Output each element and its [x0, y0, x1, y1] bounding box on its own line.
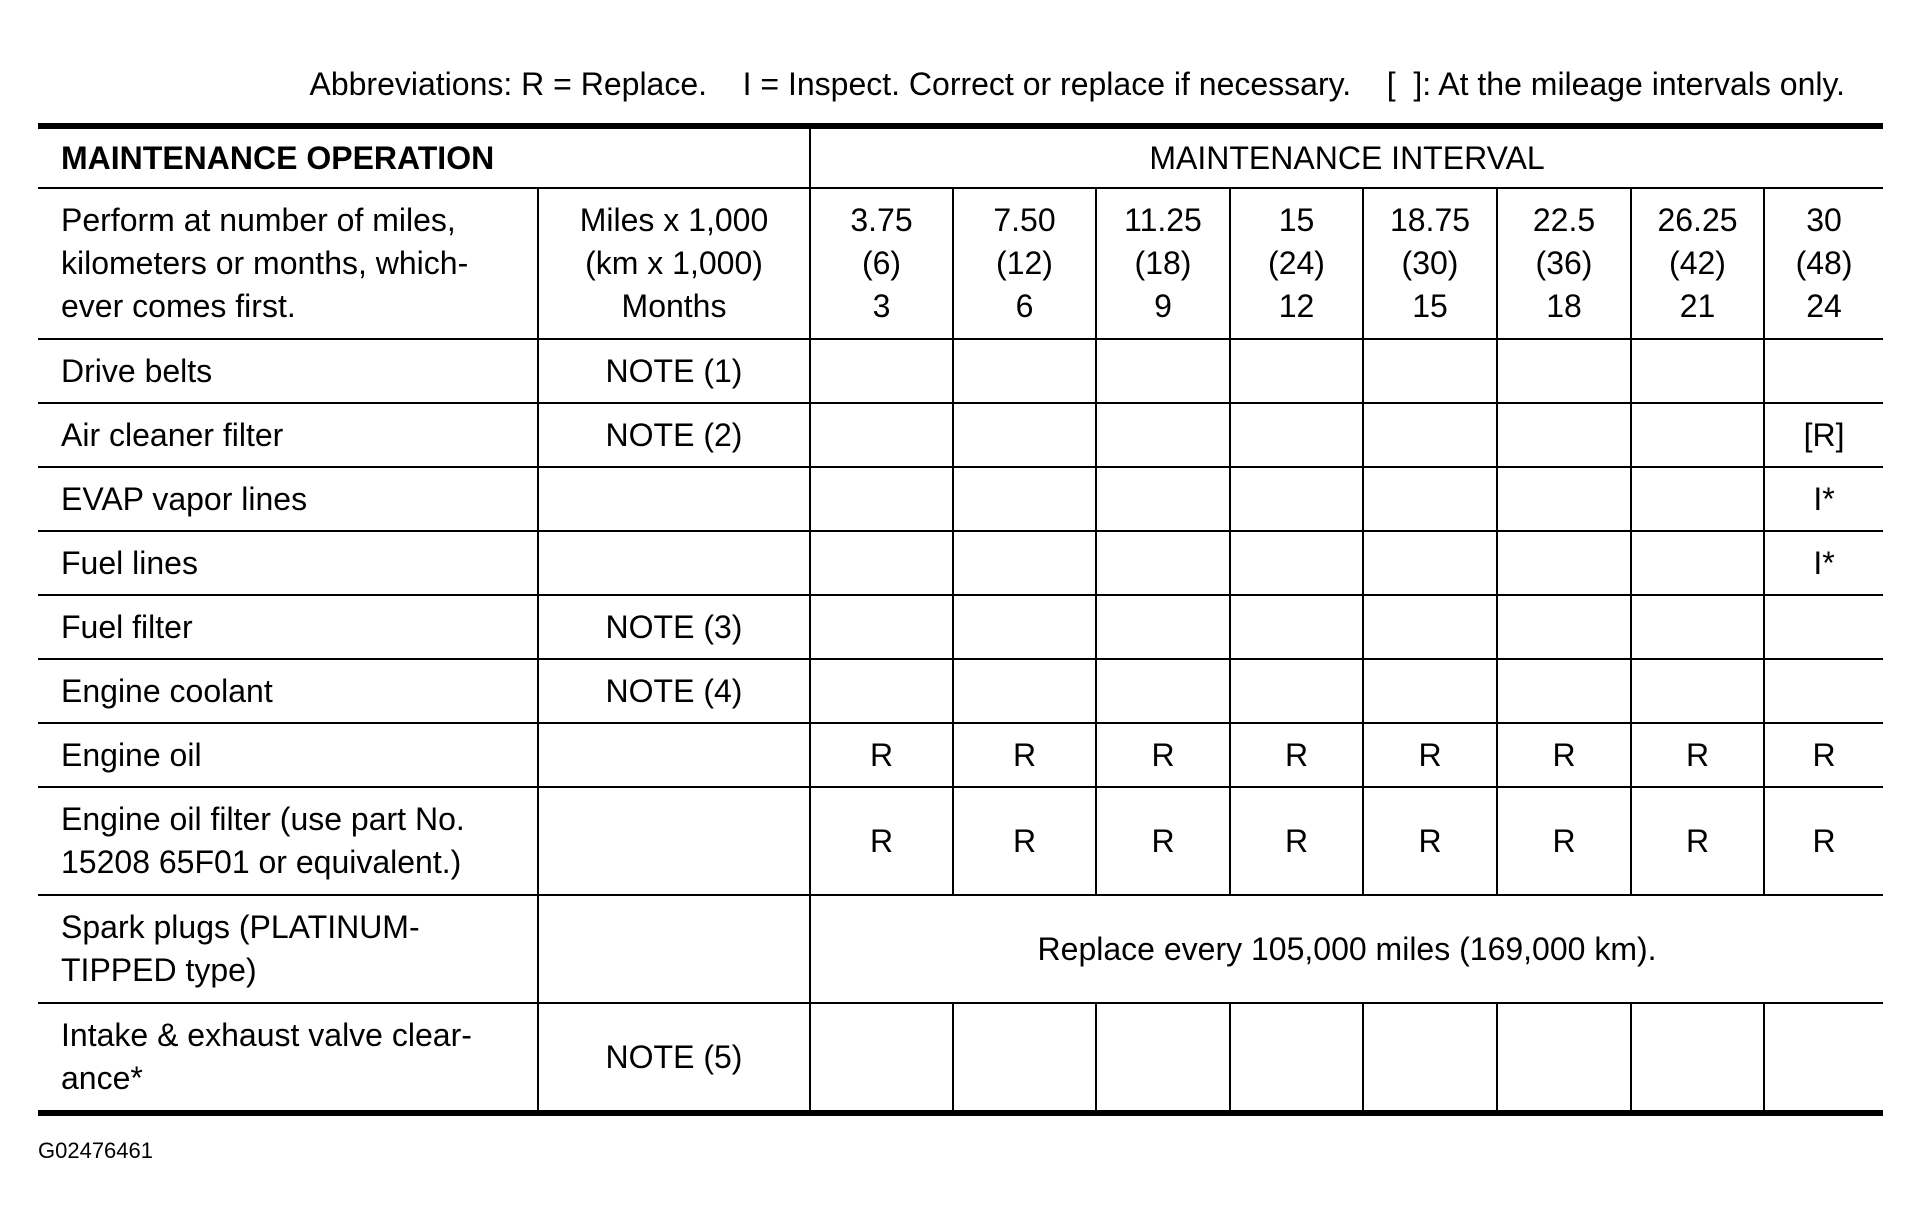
interval-cell	[1631, 403, 1764, 467]
interval-cell	[1096, 1003, 1230, 1113]
operation-name: Engine coolant	[38, 659, 538, 723]
interval-cell: R	[1363, 787, 1497, 895]
figure-id: G02476461	[38, 1138, 153, 1163]
interval-cell	[1230, 403, 1363, 467]
interval-cell	[1631, 339, 1764, 403]
operation-name: Air cleaner filter	[38, 403, 538, 467]
table-row	[38, 467, 1883, 531]
interval-cell	[953, 1003, 1096, 1113]
interval-cell	[810, 403, 953, 467]
interval-cell: R	[1631, 787, 1764, 895]
interval-cell	[953, 531, 1096, 595]
table-row	[38, 339, 1883, 403]
operation-note: NOTE (1)	[538, 339, 810, 403]
perform-instructions: Perform at number of miles, kilometers or months, which- ever comes first.	[38, 188, 538, 339]
interval-cell	[1096, 659, 1230, 723]
interval-cell	[1230, 659, 1363, 723]
interval-cell: R	[1230, 723, 1363, 787]
interval-cell	[953, 467, 1096, 531]
interval-cell	[1764, 1003, 1883, 1113]
operation-name: EVAP vapor lines	[38, 467, 538, 531]
interval-cell	[1363, 339, 1497, 403]
interval-cell	[1096, 531, 1230, 595]
interval-cell	[1631, 531, 1764, 595]
interval-cell: R	[1764, 723, 1883, 787]
interval-cell	[1497, 595, 1631, 659]
interval-cell: R	[1764, 787, 1883, 895]
operation-name: Spark plugs (PLATINUM- TIPPED type)	[38, 895, 538, 1003]
interval-header-cell: 30 (48) 24	[1764, 188, 1883, 339]
interval-cell	[953, 595, 1096, 659]
header-row	[38, 126, 1883, 188]
interval-cell: R	[1497, 723, 1631, 787]
interval-cell	[1230, 467, 1363, 531]
interval-cell	[1096, 595, 1230, 659]
interval-cell	[1363, 467, 1497, 531]
maintenance-schedule-table	[38, 123, 1883, 1116]
abbreviations-legend: Abbreviations: R = Replace. I = Inspect. Correct or replace if necessary. [ ]: At the mileage intervals only.	[309, 66, 1845, 102]
interval-cell: R	[1230, 787, 1363, 895]
interval-cell	[1230, 531, 1363, 595]
interval-cell	[953, 339, 1096, 403]
table-row	[38, 723, 1883, 787]
operation-note	[538, 467, 810, 531]
table-row	[38, 787, 1883, 895]
interval-cell	[1631, 595, 1764, 659]
interval-cell	[1096, 403, 1230, 467]
operation-name: Fuel filter	[38, 595, 538, 659]
interval-cell	[810, 467, 953, 531]
interval-header-cell: 11.25 (18) 9	[1096, 188, 1230, 339]
interval-cell: R	[810, 723, 953, 787]
interval-cell	[1096, 339, 1230, 403]
interval-cell	[1764, 659, 1883, 723]
interval-cell	[810, 339, 953, 403]
interval-cell: R	[953, 787, 1096, 895]
interval-cell	[1363, 531, 1497, 595]
table-row	[38, 659, 1883, 723]
table-row	[38, 531, 1883, 595]
interval-cell	[810, 1003, 953, 1113]
operation-name: Drive belts	[38, 339, 538, 403]
table-row	[38, 1003, 1883, 1113]
interval-cell	[1230, 595, 1363, 659]
interval-cell	[1363, 403, 1497, 467]
interval-cell: R	[1096, 723, 1230, 787]
interval-cell	[1631, 1003, 1764, 1113]
interval-cell	[1764, 595, 1883, 659]
interval-cell	[1497, 339, 1631, 403]
operation-note: NOTE (4)	[538, 659, 810, 723]
interval-cell	[1497, 467, 1631, 531]
interval-cell: [R]	[1764, 403, 1883, 467]
interval-header-cell: 22.5 (36) 18	[1497, 188, 1631, 339]
interval-cell	[1096, 467, 1230, 531]
interval-cell: R	[810, 787, 953, 895]
interval-header-cell: 15 (24) 12	[1230, 188, 1363, 339]
interval-cell: R	[1096, 787, 1230, 895]
interval-cell	[1497, 659, 1631, 723]
interval-cell: R	[1497, 787, 1631, 895]
interval-cell: R	[1363, 723, 1497, 787]
interval-cell	[953, 403, 1096, 467]
operation-name: Intake & exhaust valve clear- ance*	[61, 1017, 472, 1096]
operation-name: Fuel lines	[38, 531, 538, 595]
interval-header-cell: 7.50 (12) 6	[953, 188, 1096, 339]
interval-cell	[810, 531, 953, 595]
operation-note	[538, 531, 810, 595]
operation-name: Engine oil filter (use part No. 15208 65F01 or equivalent.)	[38, 787, 538, 895]
interval-cell: R	[1631, 723, 1764, 787]
maintenance-interval-header: MAINTENANCE INTERVAL	[810, 126, 1883, 188]
operation-name: Engine oil	[38, 723, 538, 787]
interval-cell	[1497, 403, 1631, 467]
interval-cell	[810, 659, 953, 723]
interval-header-cell: 3.75 (6) 3	[810, 188, 953, 339]
operation-note	[538, 895, 810, 1003]
interval-cell: R	[953, 723, 1096, 787]
interval-cell	[953, 659, 1096, 723]
interval-cell	[1363, 1003, 1497, 1113]
operation-note	[538, 723, 810, 787]
operation-note: NOTE (3)	[538, 595, 810, 659]
interval-cell	[1631, 659, 1764, 723]
interval-cell	[810, 595, 953, 659]
interval-cell	[1497, 531, 1631, 595]
table-row	[38, 595, 1883, 659]
interval-cell	[1363, 659, 1497, 723]
units-header: Miles x 1,000 (km x 1,000) Months	[538, 188, 810, 339]
interval-cell	[1230, 1003, 1363, 1113]
interval-cell: I*	[1764, 531, 1883, 595]
interval-cell	[1497, 1003, 1631, 1113]
interval-cell	[1230, 339, 1363, 403]
table-row	[38, 403, 1883, 467]
interval-header-cell: 26.25 (42) 21	[1631, 188, 1764, 339]
maintenance-operation-header: MAINTENANCE OPERATION	[38, 126, 810, 188]
interval-cell	[1363, 595, 1497, 659]
operation-note: NOTE (5)	[538, 1003, 810, 1113]
operation-note: NOTE (2)	[538, 403, 810, 467]
interval-header-row	[38, 188, 1883, 339]
interval-header-cell: 18.75 (30) 15	[1363, 188, 1497, 339]
interval-cell	[1764, 339, 1883, 403]
table-row	[38, 895, 1883, 1003]
operation-note	[538, 787, 810, 895]
interval-cell	[1631, 467, 1764, 531]
interval-span-note: Replace every 105,000 miles (169,000 km).	[810, 895, 1883, 1003]
interval-cell: I*	[1764, 467, 1883, 531]
